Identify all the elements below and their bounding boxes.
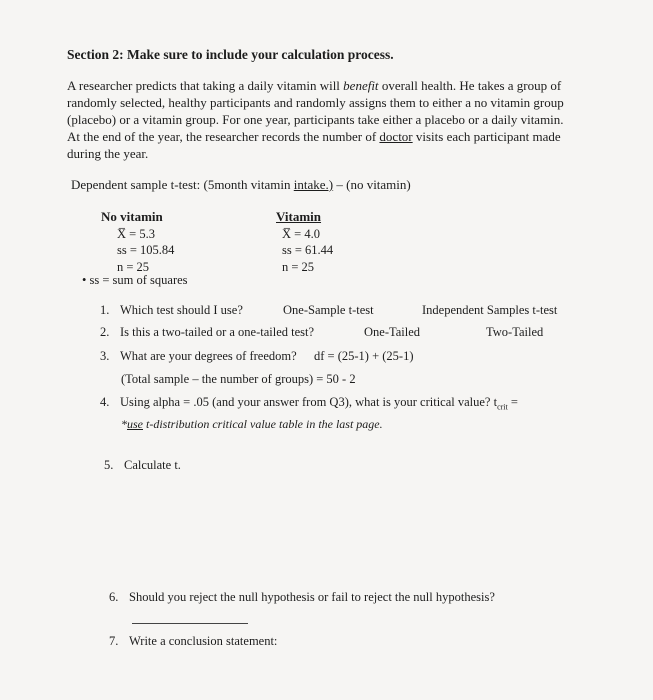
- question-5: 5. Calculate t.: [104, 458, 181, 472]
- no-vitamin-group: [101, 209, 174, 275]
- ss-note: • ss = sum of squares: [82, 273, 188, 287]
- q1-option-one-sample: One-Sample t-test: [283, 303, 374, 317]
- question-2: 2. Is this a two-tailed or a one-tailed test?: [100, 325, 315, 339]
- paragraph-line-3: (placebo) or a vitamin group. For one year, participants take either a placebo or a daily vitamin.: [67, 112, 564, 127]
- section-heading: Section 2: Make sure to include your calculation process.: [67, 47, 394, 62]
- q2-option-two-tailed: Two-Tailed: [486, 325, 544, 339]
- question-7: 7. Write a conclusion statement:: [109, 634, 278, 648]
- q2-option-one-tailed: One-Tailed: [364, 325, 421, 339]
- no-vitamin-ss: ss = 105.84: [117, 243, 175, 257]
- vitamin-group: [276, 209, 333, 275]
- no-vitamin-n: n = 25: [117, 259, 150, 274]
- paragraph-line-5: during the year.: [67, 146, 149, 161]
- q4-table-note: *use t-distribution critical value table in the last page.: [121, 417, 383, 431]
- emphasis-benefit: benefit: [343, 78, 379, 93]
- q1-option-independent: Independent Samples t-test: [422, 303, 558, 317]
- dependent-test-line: Dependent sample t-test: (5month vitamin intake.) – (no vitamin): [71, 177, 411, 192]
- vitamin-n: n = 25: [282, 259, 315, 274]
- underlined-intake: intake.): [293, 177, 334, 192]
- no-vitamin-mean: X̅ = 5.3: [117, 226, 155, 241]
- answer-blank-line: [132, 623, 248, 624]
- question-4: 4. Using alpha = .05 (and your answer from Q3), what is your critical value? $t_{crit}$ =: [100, 395, 518, 412]
- q3-total-sample-note: (Total sample – the number of groups) = 50 - 2: [121, 372, 356, 386]
- vitamin-ss: ss = 61.44: [282, 243, 334, 257]
- paragraph-line-4: At the end of the year, the researcher records the number of doctor visits each participant made: [67, 129, 561, 144]
- vitamin-mean: X̅ = 4.0: [282, 226, 320, 241]
- problem-paragraph: [67, 77, 612, 162]
- question-1: 1. Which test should I use?: [100, 303, 243, 317]
- no-vitamin-title: No vitamin: [101, 209, 163, 224]
- question-6: 6. Should you reject the null hypothesis or fail to reject the null hypothesis?: [109, 590, 495, 604]
- paragraph-line-1: A researcher predicts that taking a daily vitamin will benefit overall health. He takes a group of: [67, 78, 562, 93]
- vitamin-title: Vitamin: [276, 209, 322, 224]
- question-3: 3. What are your degrees of freedom?: [100, 349, 297, 363]
- q3-df-answer: df = (25-1) + (25-1): [314, 349, 414, 363]
- paragraph-line-2: randomly selected, healthy participants and randomly assigns them to either a no vitamin group: [67, 95, 564, 110]
- underlined-doctor: doctor: [379, 129, 413, 144]
